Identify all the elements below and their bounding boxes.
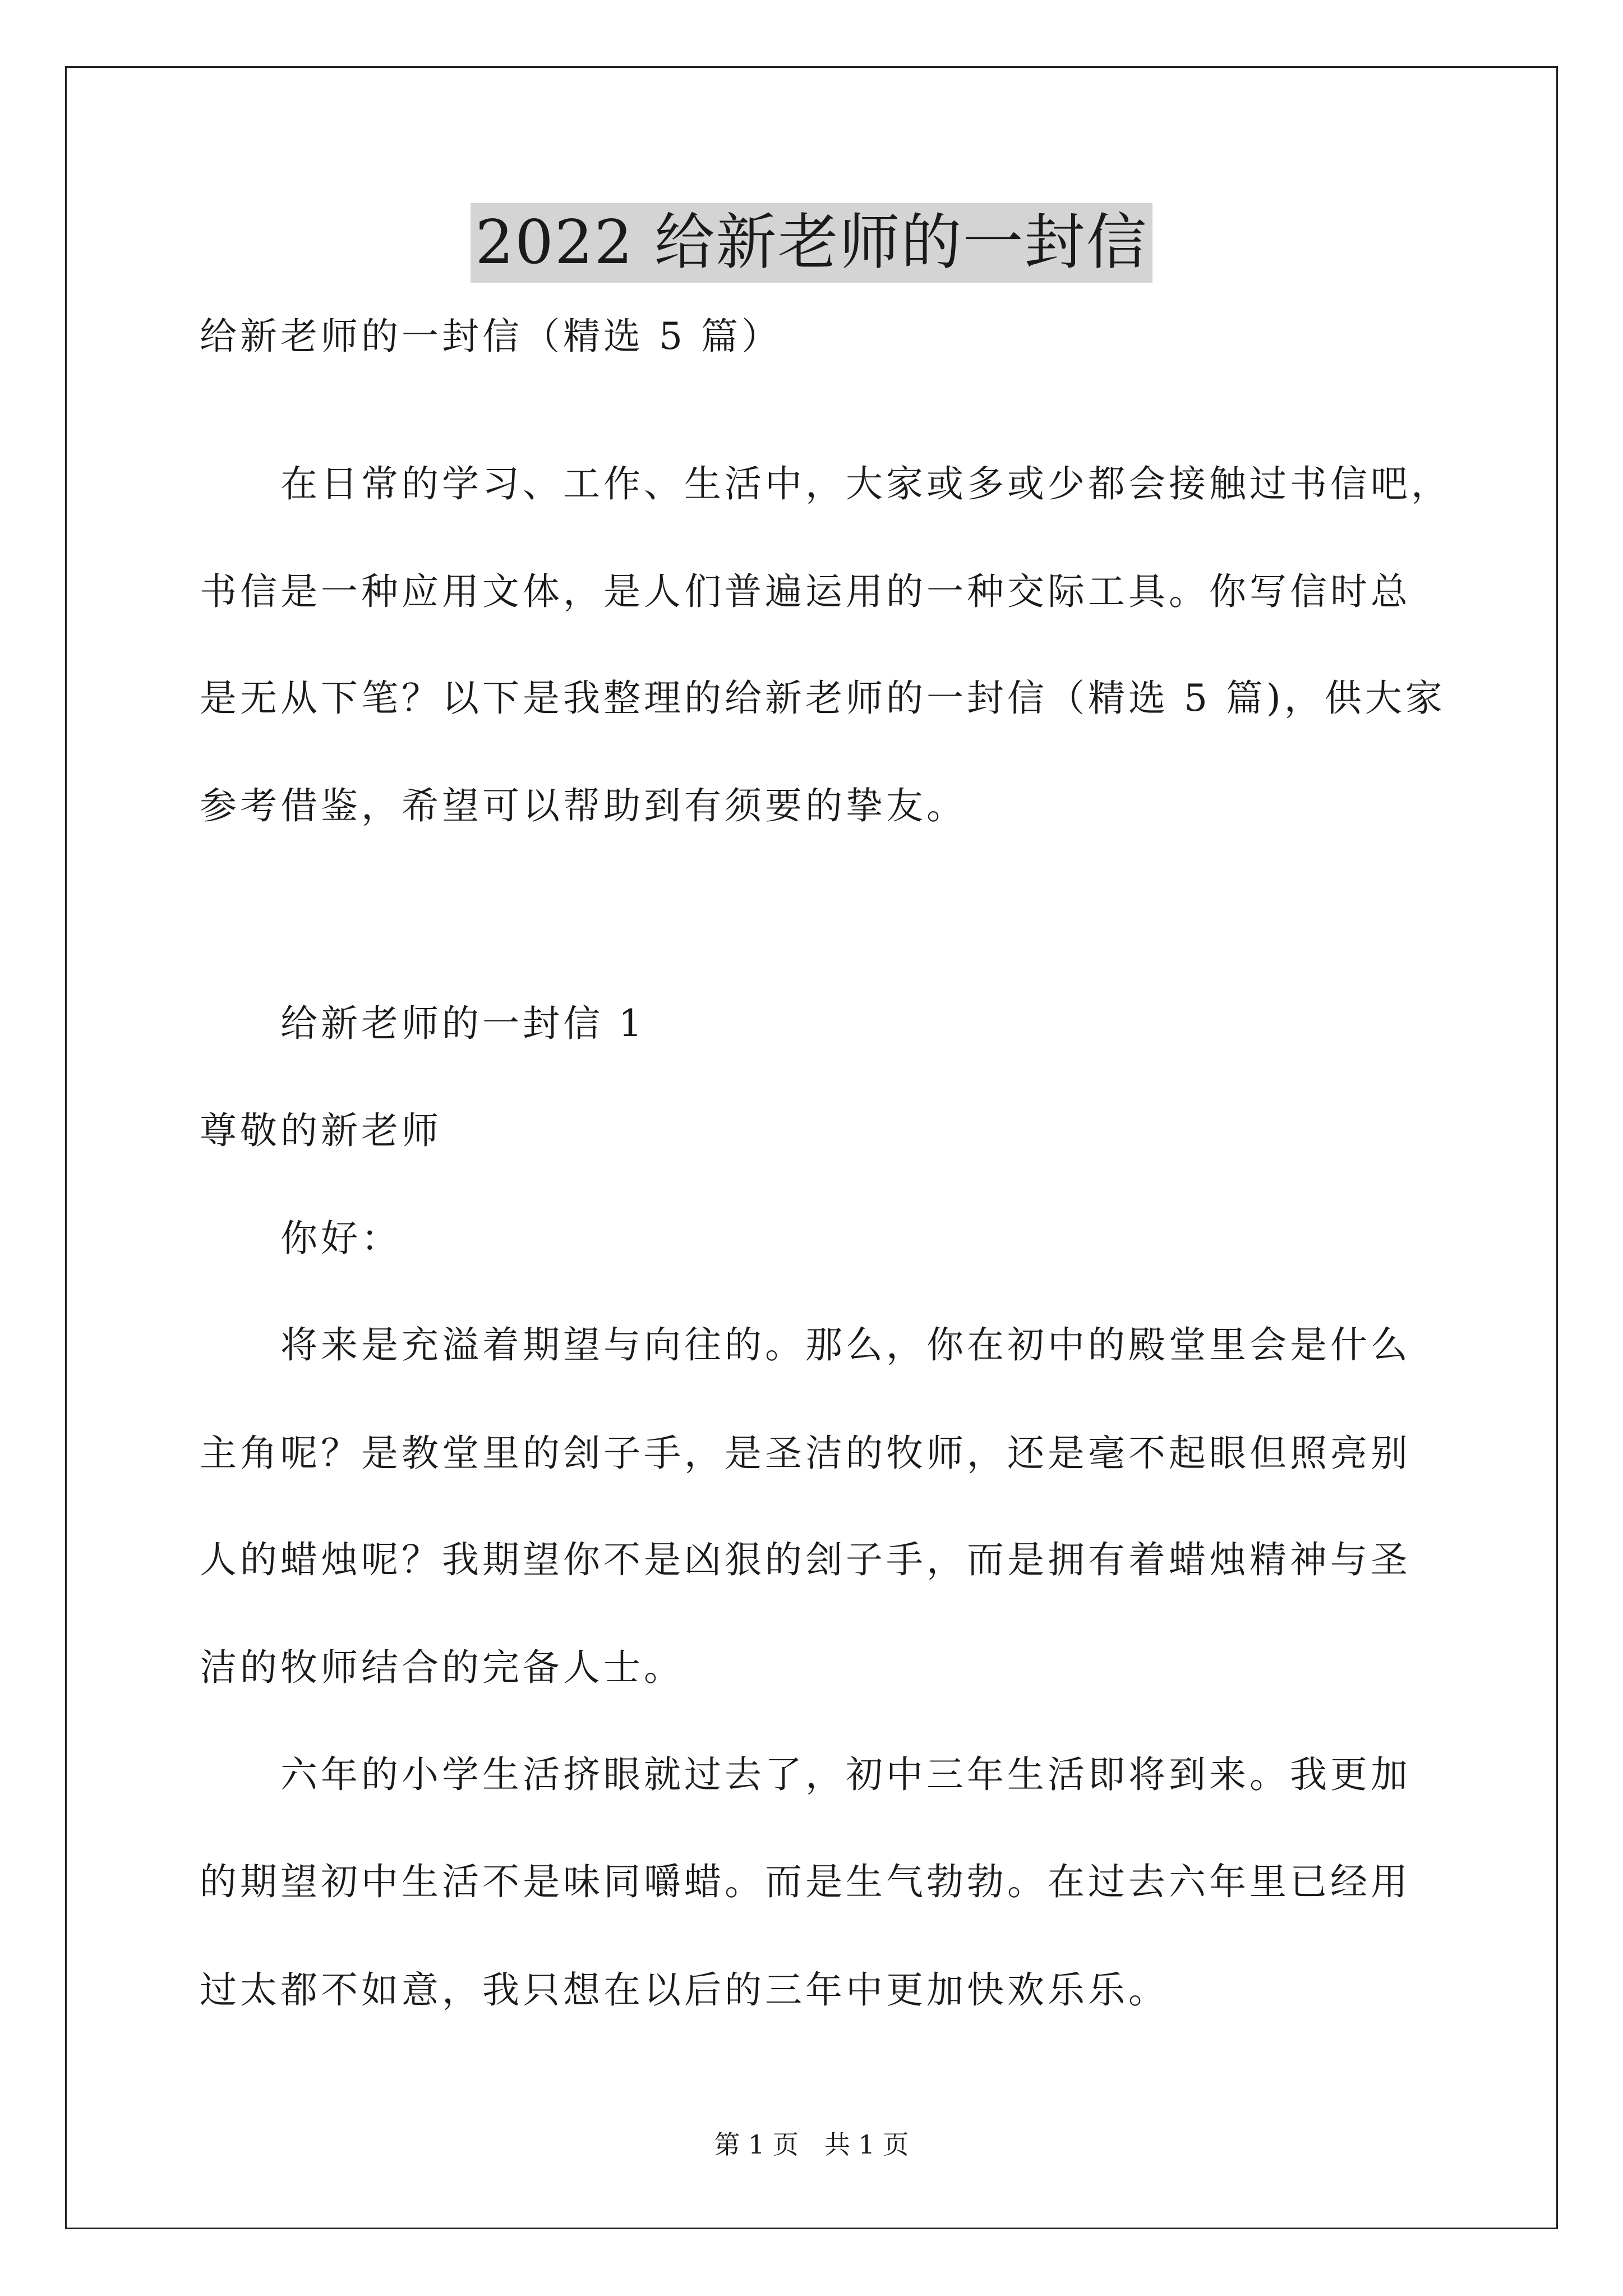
- intro-line: 是无从下笔？以下是我整理的给新老师的一封信（精选 5 篇)，供大家: [200, 677, 1446, 720]
- title-container: [0, 203, 1623, 283]
- page-total: 共 1 页: [824, 2129, 909, 2160]
- intro-line: 书信是一种应用文体，是人们普遍运用的一种交际工具。你写信时总: [200, 570, 1411, 613]
- letter-salutation: 尊敬的新老师: [200, 1109, 442, 1152]
- document-subtitle: 给新老师的一封信（精选 5 篇）: [200, 315, 782, 358]
- document-title: 2022 给新老师的一封信: [471, 203, 1152, 283]
- paragraph-line: 将来是充溢着期望与向往的。那么，你在初中的殿堂里会是什么: [280, 1323, 1411, 1366]
- paragraph-line: 过太都不如意，我只想在以后的三年中更加快欢乐乐。: [200, 1968, 1169, 2012]
- intro-line: 在日常的学习、工作、生活中，大家或多或少都会接触过书信吧，: [280, 462, 1451, 505]
- letter-greeting: 你好：: [280, 1217, 402, 1260]
- page-number: 第 1 页: [714, 2129, 799, 2160]
- intro-line: 参考借鉴，希望可以帮助到有须要的挚友。: [200, 784, 967, 827]
- paragraph-line: 主角呢？是教堂里的刽子手，是圣洁的牧师，还是毫不起眼但照亮别: [200, 1432, 1411, 1475]
- paragraph-line: 的期望初中生活不是味同嚼蜡。而是生气勃勃。在过去六年里已经用: [200, 1860, 1411, 1903]
- paragraph-line: 六年的小学生活挤眼就过去了，初中三年生活即将到来。我更加: [280, 1753, 1411, 1796]
- letter-heading: 给新老师的一封信 1: [280, 1002, 645, 1045]
- page-footer: [0, 2129, 1623, 2160]
- paragraph-line: 人的蜡烛呢？我期望你不是凶狠的刽子手，而是拥有着蜡烛精神与圣: [200, 1538, 1411, 1581]
- paragraph-line: 洁的牧师结合的完备人士。: [200, 1646, 684, 1689]
